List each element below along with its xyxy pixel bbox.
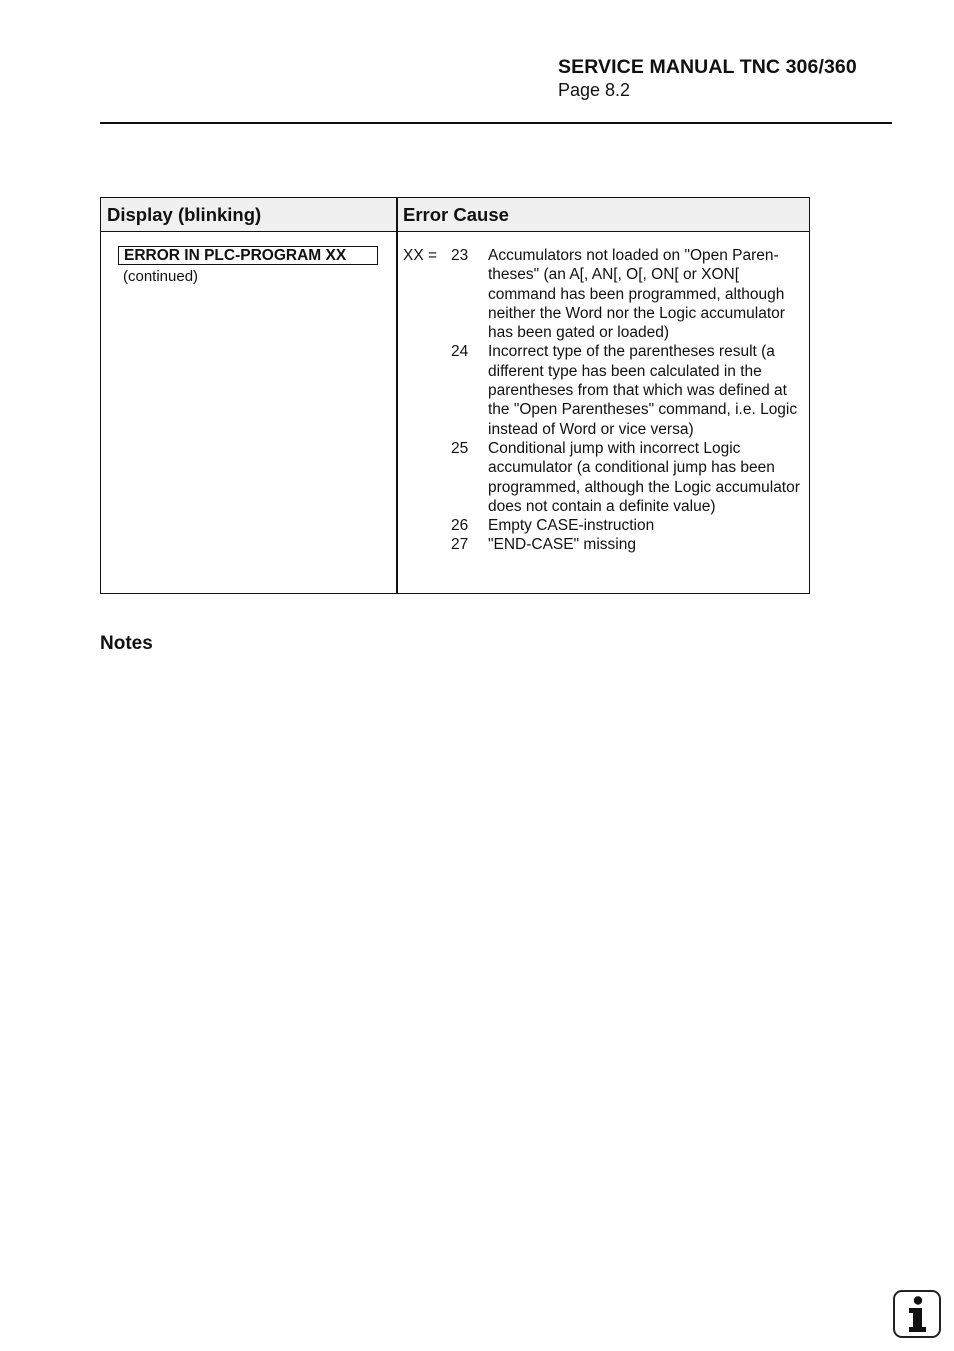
notes-heading: Notes <box>100 633 153 654</box>
code-number: 23 <box>451 247 469 264</box>
error-table <box>100 197 810 594</box>
column-divider <box>396 198 398 593</box>
code-description: Empty CASE-instruction <box>488 517 655 535</box>
code-number: 27 <box>451 536 469 554</box>
page-number: Page 8.2 <box>558 80 631 100</box>
code-number: 24 <box>451 343 469 361</box>
column-header-display: Display (blinking) <box>107 204 262 225</box>
list-item <box>451 246 809 342</box>
display-message: ERROR IN PLC-PROGRAM XX <box>118 246 378 265</box>
info-icon-glyph <box>895 1292 939 1336</box>
page-header <box>558 56 857 102</box>
list-item <box>451 535 809 554</box>
code-description: Accumulators not loaded on "Open Paren-theses" (an A[, AN[, O[, ON[ or XON[ command has been programmed, although neither the Word nor the Logic accumulator has been gated or loaded) <box>488 247 785 342</box>
manual-title: SERVICE MANUAL TNC 306/360 <box>558 56 857 78</box>
list-item <box>451 342 809 438</box>
column-header-error-cause: Error Cause <box>403 204 509 225</box>
list-item <box>451 439 809 516</box>
header-rule <box>100 122 892 124</box>
code-number: 26 <box>451 517 469 535</box>
info-icon <box>893 1290 941 1338</box>
code-description: "END-CASE" missing <box>488 536 636 554</box>
code-prefix: XX = <box>403 247 438 264</box>
list-item <box>451 516 809 535</box>
display-note: (continued) <box>123 268 199 285</box>
code-description: Conditional jump with incorrect Logic accumulator (a conditional jump has been programmed, although the Logic accumulator does not contain a definite value) <box>488 439 800 515</box>
table-header <box>101 198 809 232</box>
code-number: 25 <box>451 439 469 457</box>
code-description: Incorrect type of the parentheses result (a different type has been calculated in the parentheses from that which was defined at the "Open Parentheses" command, i.e. Logic instead of Word or vice versa) <box>488 343 798 438</box>
error-code-list <box>451 246 809 555</box>
